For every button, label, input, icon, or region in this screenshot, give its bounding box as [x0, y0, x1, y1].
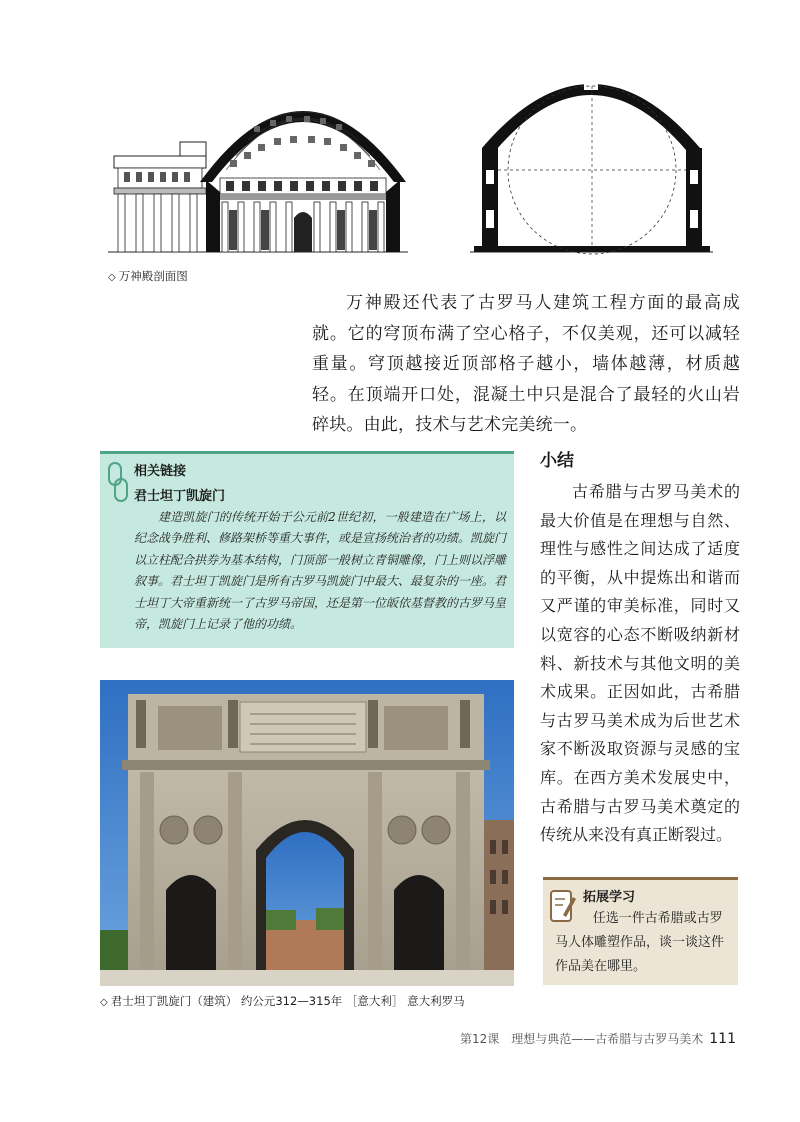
extended-study-body: 任选一件古希腊或古罗马人体雕塑作品，谈一谈这件作品美在哪里。: [555, 911, 725, 974]
pantheon-section-drawing: [108, 60, 726, 265]
arch-caption-text: 君士坦丁凯旋门（建筑） 约公元312—315年 ［意大利］ 意大利罗马: [110, 994, 465, 1008]
related-link-box: [100, 451, 514, 648]
pantheon-portico: [114, 156, 206, 252]
extended-study-box: [543, 877, 738, 985]
main-paragraph: 万神殿还代表了古罗马人建筑工程方面的最高成就。它的穹顶布满了空心格子，不仅美观，还可以减轻重量。穹顶越接近顶部格子越小，墙体越薄，材质越轻。在顶端开口处，混凝土中只是混合了最轻的火山岩碎块。由此，技术与艺术完美统一。: [312, 293, 740, 435]
pantheon-caption: [108, 268, 188, 284]
pantheon-caption-text: 万神殿剖面图: [118, 269, 188, 283]
related-link-body: 建造凯旋门的传统开始于公元前2世纪初，一般建造在广场上，以纪念战争胜利、修路架桥等重大事件，或是宣扬统治者的功绩。凯旋门以立柱配合拱券为基本结构，门顶部一般树立青铜雕像，门上则以浮雕叙事。君士坦丁凯旋门是所有古罗马凯旋门中最大、最复杂的一座。君士坦丁大帝重新统一了古罗马帝国，还是第一位皈依基督教的古罗马皇帝，凯旋门上记录了他的功绩。: [134, 510, 507, 632]
arch-of-constantine-photo: [100, 680, 514, 986]
arch-caption: [100, 993, 465, 1009]
diamond-icon: ◇: [100, 997, 108, 1008]
summary-body: 古希腊与古罗马美术的最大价值是在理想与自然、理性与感性之间达成了适度的平衡，从中提炼出和谐而又严谨的审美标准，同时又以宽容的心态不断吸纳新材料、新技术与其他文明的美术成果。正因如此，古希腊与古罗马美术成为后世艺术家不断汲取资源与灵感的宝库。在西方美术发展史中，古希腊与古罗马美术奠定的传统从来没有真正断裂过。: [540, 482, 740, 845]
pantheon-geometric-section: [470, 82, 713, 254]
diamond-icon: ◇: [108, 272, 116, 283]
page-number: 111: [709, 1031, 736, 1047]
extended-study-title: 拓展学习: [583, 890, 636, 905]
related-link-title: 相关链接: [134, 464, 187, 479]
related-link-accent-line: [100, 451, 514, 454]
related-link-subtitle: 君士坦丁凯旋门: [134, 489, 226, 504]
chain-link-icon: [106, 461, 130, 505]
footer-lesson-title: 第12课 理想与典范——古希腊与古罗马美术: [459, 1032, 704, 1046]
extended-study-accent-line: [543, 877, 738, 880]
summary-title: 小结: [540, 451, 574, 471]
page-footer: [460, 1030, 736, 1047]
